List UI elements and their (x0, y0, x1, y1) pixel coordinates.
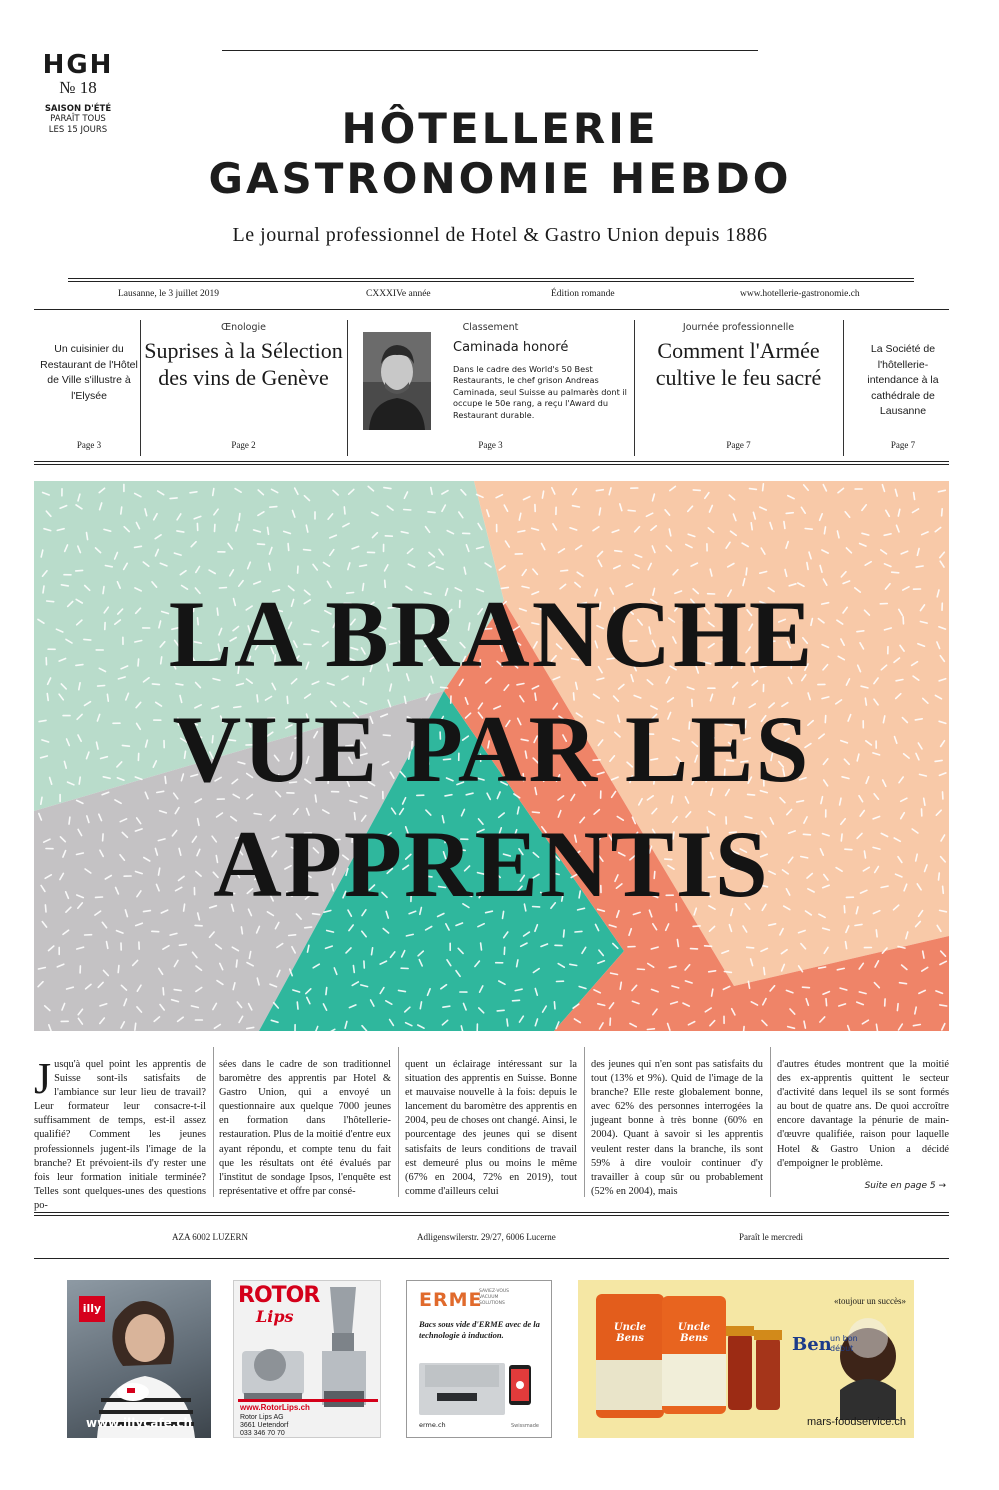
sprinkle (693, 926, 700, 927)
hgh-logo: HGH (42, 50, 114, 80)
teaser-top-rule (34, 309, 949, 310)
sprinkle (897, 1004, 898, 1011)
sprinkle (384, 488, 391, 489)
article-col1-text: usqu'à quel point les apprentis de Suisse sont-ils satisfaits de l'ambiance sur leur lieu de travail? Leur formateur leur consacre-t-il suffisamment de temps, est-il assez qualifié? Comment les jeunes professionnels jugent-ils l'image de la branche? Et prévoient-ils d'y rester une fois leur formation initiale terminée? Telles sont quelques-unes des questions po- (34, 1059, 206, 1211)
teaser-elysee[interactable] (34, 320, 144, 456)
sprinkle (764, 968, 765, 975)
dateline-website[interactable]: www.hotellerie-gastronomie.ch (740, 289, 860, 299)
teaser-armee[interactable] (634, 320, 843, 456)
issue-block (30, 52, 126, 136)
sprinkle (76, 570, 83, 571)
erme-partner: Swissmade (510, 1423, 539, 1429)
sprinkle (784, 522, 785, 529)
frequency-line1: PARAÎT TOUS (50, 114, 106, 124)
erme-url[interactable]: erme.ch (419, 1421, 446, 1429)
sprinkle (241, 927, 242, 934)
sprinkle (596, 490, 603, 491)
illy-woman-image (67, 1280, 211, 1438)
title-line2: GASTRONOMIE HEBDO (208, 154, 792, 203)
teaser-title: Caminada honoré (453, 340, 569, 355)
sprinkle (239, 514, 240, 521)
ad-rotor-lips[interactable] (233, 1280, 381, 1438)
sprinkle (615, 551, 622, 552)
sprinkle (803, 987, 810, 988)
sprinkle (892, 572, 899, 573)
rotor-red-bar (238, 1399, 378, 1402)
sprinkle (497, 1010, 504, 1011)
sprinkle (304, 550, 311, 551)
erme-logo: ERME (419, 1289, 483, 1311)
article-column-4: des jeunes qui n'en sont pas satisfaits du tout (13% et 9%). Quid de l'image de la branche? Elle reste globalement bonne, avec 62% des personnes interrogées la jugeant bonne à très bonne (60% en 2004). Quant à savoir si les apprentis veulent rester dans la branche, ils sont 59% à dire vouloir continuer d'y travailler à coup sûr ou probablement (52% en 2004), mais (591, 1059, 763, 1197)
sprinkle (179, 944, 186, 945)
dateline-year: CXXXIVe année (366, 289, 431, 299)
issue-number: № 18 (59, 78, 97, 97)
uncle-pack-label-1: Uncle Bens (613, 1322, 647, 1344)
sprinkle (213, 489, 214, 496)
sprinkle (855, 924, 862, 925)
footer-address: Adligenswilerstr. 29/27, 6006 Lucerne (417, 1232, 556, 1242)
dateline (68, 289, 914, 303)
sprinkle (824, 527, 825, 534)
sprinkle (647, 1029, 654, 1030)
sprinkle (135, 1023, 136, 1030)
column-divider (584, 1047, 585, 1197)
sprinkle (846, 942, 847, 949)
column-divider (213, 1047, 214, 1197)
rotor-phone: 033 346 70 70 (240, 1430, 285, 1437)
chef-portrait (363, 332, 431, 430)
sprinkle (507, 1019, 508, 1026)
sprinkle (297, 1002, 298, 1009)
teaser-page: Page 2 (231, 440, 256, 450)
article-column-1 (34, 1054, 206, 1211)
sprinkle (786, 513, 793, 514)
cover-headline (34, 577, 949, 922)
sprinkle (575, 931, 582, 932)
sprinkle (763, 484, 764, 491)
sprinkle (236, 960, 237, 967)
rotor-company: Rotor Lips AG (240, 1414, 284, 1421)
teaser-kicker: Journée professionnelle (682, 322, 795, 333)
sprinkle (628, 510, 635, 511)
uncle-sub2: début (830, 1344, 854, 1353)
teaser-page: Page 3 (76, 440, 102, 450)
uncle-url[interactable]: mars-foodservice.ch (806, 1416, 906, 1428)
cover-headline-line1: LA BRANCHE (168, 581, 815, 687)
teaser-page: Page 7 (726, 440, 751, 450)
teaser-page: Page 7 (890, 440, 916, 450)
sprinkle (353, 966, 354, 973)
sprinkle (693, 490, 700, 491)
sprinkle (170, 498, 177, 499)
teaser-body: Dans le cadre des World's 50 Best Restaurants, le chef grison Andreas Caminada, seul Suisse au palmarès dont il occupe le 50e rang, a reçu l'Award du Restaurant durable. (453, 364, 627, 420)
sprinkle (746, 568, 747, 575)
rotor-url[interactable]: www.RotorLips.ch (240, 1403, 310, 1412)
sprinkle (428, 512, 435, 513)
teaser-page: Page 3 (478, 440, 503, 450)
sprinkle (135, 546, 142, 547)
article-column-2: sées dans le cadre de son traditionnel baromètre des apprentis par Hotel & Gastro Union, qui a envoyé un questionnaire aux quelque 7000 jeunes en formation dans l'hôtellerie-restauration. Plus de la moitié d'entre eux ayant répondu, et compte tenu du fait que les résultats ont été évalués par l'institut de sondage Ipsos, l'enquête est représentative et offre par consé- (219, 1059, 391, 1197)
sprinkle (942, 509, 943, 516)
article-dropcap: J (34, 1054, 52, 1103)
sprinkle (372, 948, 373, 955)
sprinkle (288, 544, 289, 551)
ad-erme[interactable] (406, 1280, 552, 1438)
uncle-pack-label-2: Uncle Bens (677, 1322, 711, 1344)
sprinkle (561, 570, 568, 571)
sprinkle (305, 927, 312, 928)
uncle-slogan: «toujour un succès» (834, 1296, 906, 1306)
sprinkle (876, 930, 877, 937)
erme-tagline-line3: SOLUTIONS (479, 1301, 505, 1306)
continued-link[interactable]: Suite en page 5 → (864, 1181, 946, 1191)
footer-info (34, 1232, 949, 1246)
sprinkle (481, 943, 482, 950)
column-divider (398, 1047, 399, 1197)
frequency-line2: LES 15 JOURS (48, 125, 108, 135)
footer-top-rule (34, 1212, 949, 1216)
illy-logo: illy (79, 1296, 105, 1322)
season-label: SAISON D'ÉTÉ (44, 104, 112, 114)
teaser-kicker: Classement (462, 322, 519, 333)
teaser-text: Un cuisinier du Restaurant de l'Hôtel de Ville s'illustre à l'Elysée (40, 343, 138, 402)
article-column-5: d'autres études montrent que la moitié des ex-apprentis quittent le secteur d'activité dans lequel ils se sont formés au bout de quatre ans. De quoi accroître encore davantage la pénurie de main-d'œuvre qualifiée, raison pour laquelle Hotel & Gastro Union a décidé d'empoigner le problème. (777, 1059, 949, 1169)
ad-illy[interactable] (67, 1280, 211, 1438)
sprinkle (705, 946, 712, 947)
sprinkle (87, 533, 88, 540)
sprinkle (404, 510, 411, 511)
sprinkle (747, 947, 754, 948)
sprinkle (258, 544, 265, 545)
sprinkle (513, 1000, 520, 1001)
sprinkle (750, 489, 757, 490)
chef-portrait-image (363, 332, 431, 430)
sprinkle (620, 982, 621, 989)
title-line1: HÔTELLERIE (341, 104, 659, 153)
uncle-brand: Ben (792, 1334, 832, 1355)
sprinkle (163, 988, 164, 995)
sprinkle (326, 988, 327, 995)
sprinkle (940, 1005, 947, 1006)
teaser-headline: Comment l'Armée cultive le feu sacré (655, 338, 822, 390)
article-column-3: quent un éclairage intéressant sur la situation des apprentis en Suisse. Bonne et mauvaise nouvelle à la fois: depuis le lancement du baromètre des apprentis en 2004, peu de choses ont changé. Ainsi, le pourcentage des jeunes qui se disent satisfaits de leurs conditions de travail est demeuré plus ou moins le même (67% en 2004, 72% en 2019), tout comme d'ailleurs celui (405, 1059, 577, 1197)
teaser-cathedrale[interactable] (857, 320, 949, 456)
sprinkle (118, 966, 119, 973)
sprinkle (677, 940, 678, 947)
uncle-sub1: un bon (830, 1334, 858, 1343)
sprinkle (637, 969, 644, 970)
illy-url[interactable]: www.illycafe.ch (86, 1416, 192, 1430)
sprinkle (121, 507, 122, 514)
teaser-text: La Société de l'hôtellerie-intendance à la cathédrale de Lausanne (867, 343, 939, 417)
sprinkle (190, 492, 197, 493)
newspaper-subtitle: Le journal professionnel de Hotel & Gastro Union depuis 1886 (232, 224, 768, 246)
sprinkle (826, 999, 827, 1006)
lips-brand: Lips (256, 1307, 294, 1326)
footer-published: Paraît le mercredi (739, 1232, 803, 1242)
ad-uncle-bens[interactable] (578, 1280, 914, 1438)
cover-illustration (34, 481, 949, 1031)
sprinkle (751, 523, 752, 530)
sprinkle (709, 971, 716, 972)
sprinkle (900, 983, 907, 984)
dateline-edition: Édition romande (551, 289, 615, 299)
sprinkle (914, 493, 915, 500)
sprinkle (916, 566, 923, 567)
top-rule (222, 50, 758, 51)
column-divider (770, 1047, 771, 1197)
newspaper-title (150, 104, 850, 204)
rotor-brand: ROTOR (238, 1283, 320, 1308)
dateline-top-rule (68, 278, 914, 282)
sprinkle (344, 507, 345, 514)
erme-tagline-line1: SAVIEZ-VOUS (479, 1289, 510, 1294)
sprinkle (724, 972, 731, 973)
footer-bottom-rule (34, 1258, 949, 1259)
erme-machine-image (407, 1281, 553, 1439)
sprinkle (554, 1002, 555, 1009)
teaser-caminada[interactable] (347, 320, 634, 456)
sprinkle (805, 529, 812, 530)
dateline-place-date: Lausanne, le 3 juillet 2019 (118, 289, 220, 299)
teaser-headline: Suprises à la Sélection des vins de Genève (144, 338, 343, 390)
teaser-bottom-rule (34, 461, 949, 465)
sprinkle (564, 930, 565, 937)
sprinkle (743, 1027, 744, 1034)
teaser-kicker: Œnologie (221, 322, 266, 333)
sprinkle (174, 990, 181, 991)
cover-headline-line2: VUE PAR LES (172, 696, 811, 802)
sprinkle (876, 1024, 877, 1031)
sprinkle (268, 527, 269, 534)
footer-postage: AZA 6002 LUZERN (172, 1232, 248, 1242)
erme-tagline-line2: VACUUM (479, 1295, 499, 1300)
rotor-city: 3661 Uetendorf (240, 1422, 289, 1429)
erme-copy: Bacs sous vide d'ERME avec de la technologie à induction. (419, 1319, 540, 1340)
sprinkle (443, 1006, 450, 1007)
cover-headline-line3: APPRENTIS (213, 811, 770, 917)
teaser-oenologie[interactable] (140, 320, 347, 456)
teaser-divider (843, 320, 844, 456)
sprinkle (289, 935, 296, 936)
sprinkle (270, 507, 277, 508)
